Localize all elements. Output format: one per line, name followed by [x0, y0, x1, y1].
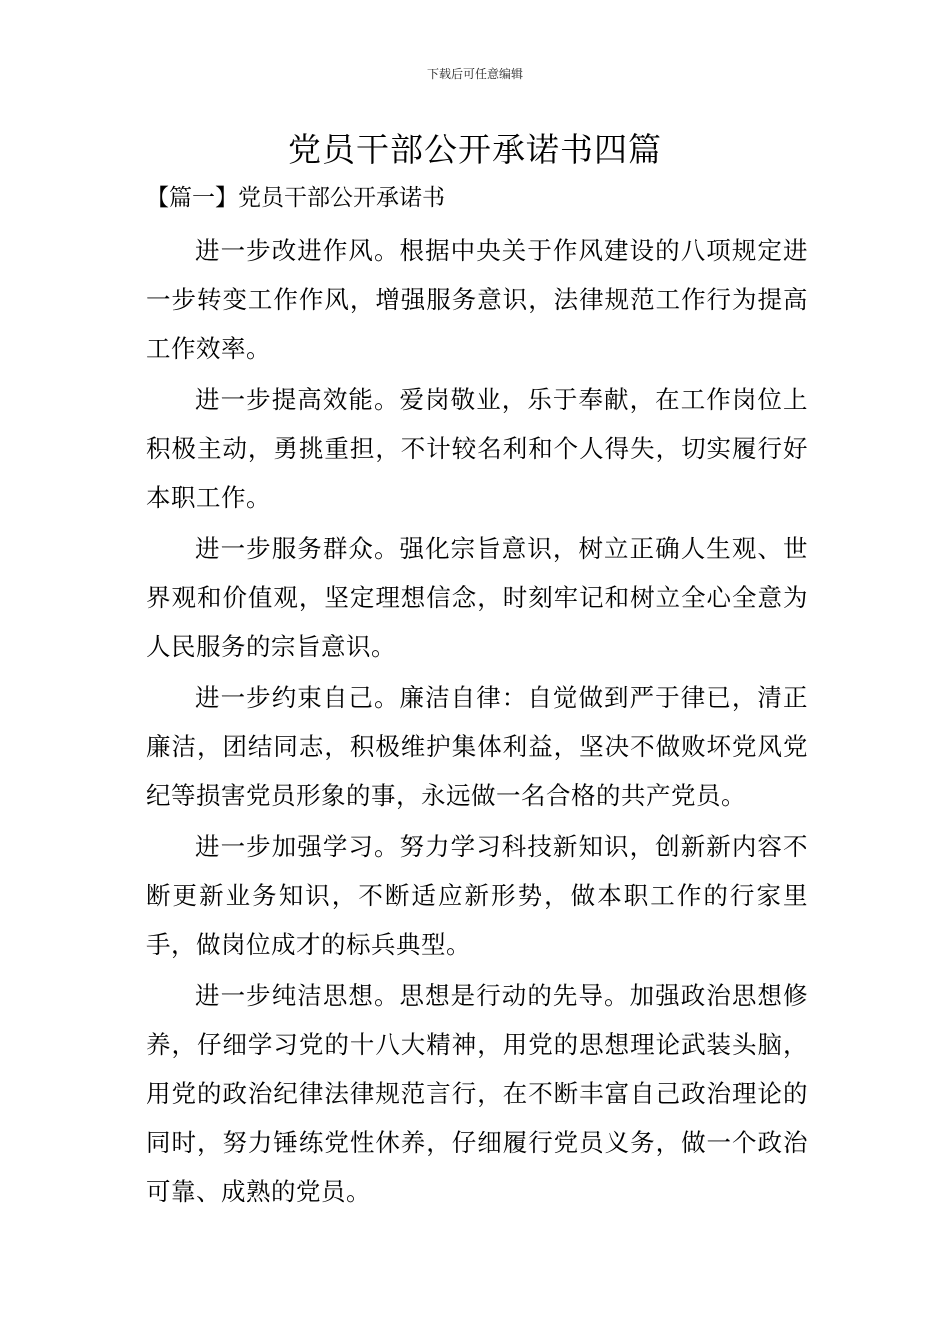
section-heading: 【篇一】党员干部公开承诺书 — [146, 185, 445, 211]
paragraph-3: 进一步服务群众。强化宗旨意识，树立正确人生观、世界观和价值观，坚定理想信念，时刻牢记和树立全心全意为人民服务的宗旨意识。 — [146, 534, 808, 661]
paragraph-5: 进一步加强学习。努力学习科技新知识，创新新内容不断更新业务知识，不断适应新形势，做本职工作的行家里手，做岗位成才的标兵典型。 — [146, 832, 808, 959]
paragraph-1: 进一步改进作风。根据中央关于作风建设的八项规定进一步转变工作作风，增强服务意识，法律规范工作行为提高工作效率。 — [146, 236, 808, 363]
document-title: 党员干部公开承诺书四篇 — [288, 130, 662, 169]
paragraph-4: 进一步约束自己。廉洁自律：自觉做到严于律已，清正廉洁，团结同志，积极维护集体利益，坚决不做败坏党风党纪等损害党员形象的事，永远做一名合格的共产党员。 — [146, 683, 808, 810]
paragraph-6: 进一步纯洁思想。思想是行动的先导。加强政治思想修养，仔细学习党的十八大精神，用党的思想理论武装头脑，用党的政治纪律法律规范言行，在不断丰富自己政治理论的同时，努力锤练党性休养，仔细履行党员义务，做一个政治可靠、成熟的党员。 — [146, 981, 808, 1206]
header-note: 下载后可任意编辑 — [426, 67, 523, 81]
paragraph-2: 进一步提高效能。爱岗敬业，乐于奉献，在工作岗位上积极主动，勇挑重担，不计较名利和个人得失，切实履行好本职工作。 — [146, 385, 808, 512]
body-text — [146, 226, 808, 1216]
